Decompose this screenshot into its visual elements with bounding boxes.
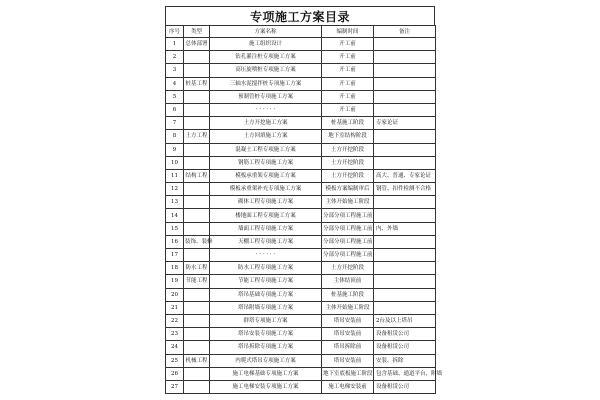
row-type: [184, 314, 210, 327]
row-note: [374, 196, 436, 209]
row-note: [374, 38, 436, 51]
row-number: 15: [166, 222, 184, 235]
row-note: 2台及以上塔吊: [374, 314, 436, 327]
row-plan-name: 混凝土工程专项施工方案: [210, 143, 322, 156]
row-note: [374, 64, 436, 77]
row-type: 结构工程: [184, 169, 210, 182]
row-type: [184, 196, 210, 209]
row-type: [184, 103, 210, 116]
row-note: 设备租赁公司: [374, 328, 436, 341]
table-row: [166, 51, 436, 64]
row-plan-name: 节能工程专项施工方案: [210, 275, 322, 288]
row-number: 18: [166, 262, 184, 275]
row-type: [184, 51, 210, 64]
row-time: 开工前: [322, 77, 374, 90]
row-type: [184, 90, 210, 103]
row-time: 分部分项工程施工前: [322, 209, 374, 222]
header-remarks: 备注: [374, 26, 436, 38]
row-plan-name: 砌体工程专项施工方案: [210, 196, 322, 209]
row-note: 专家论证: [374, 117, 436, 130]
table-row: [166, 275, 436, 288]
row-plan-name: 施工电梯基础专项施工方案: [210, 367, 322, 380]
row-time: 土方开挖阶段: [322, 262, 374, 275]
row-time: 主体结顶前: [322, 275, 374, 288]
row-time: 模板方案编制审后: [322, 183, 374, 196]
row-number: 19: [166, 275, 184, 288]
table-row: [166, 328, 436, 341]
row-number: 13: [166, 196, 184, 209]
row-plan-name: 天棚工程专项施工方案: [210, 235, 322, 248]
row-type: 总体部署: [184, 38, 210, 51]
row-plan-name: 施工组织设计: [210, 38, 322, 51]
header-prepare-time: 编制时间: [322, 26, 374, 38]
row-note: [374, 235, 436, 248]
row-plan-name: 防水工程专项施工方案: [210, 262, 322, 275]
table-row: [166, 117, 436, 130]
row-number: 9: [166, 143, 184, 156]
row-plan-name: 群塔专项施工方案: [210, 314, 322, 327]
row-plan-name: 楼地面工程专项施工方案: [210, 209, 322, 222]
table-row: [166, 354, 436, 367]
table-row: [166, 262, 436, 275]
row-note: [374, 249, 436, 262]
row-time: 分部分项工程施工前: [322, 249, 374, 262]
row-number: 23: [166, 328, 184, 341]
row-type: [184, 301, 210, 314]
row-plan-name: 高压旋喷桩专项施工方案: [210, 64, 322, 77]
table-row: [166, 249, 436, 262]
row-type: [184, 209, 210, 222]
row-plan-name: 塔吊基础专项施工方案: [210, 288, 322, 301]
row-number: 14: [166, 209, 184, 222]
row-time: 开工前: [322, 103, 374, 116]
row-number: 27: [166, 380, 184, 393]
row-type: [184, 328, 210, 341]
row-time: 开工前: [322, 64, 374, 77]
row-plan-name: 钻孔灌注桩专项施工方案: [210, 51, 322, 64]
row-note: [374, 275, 436, 288]
row-type: [184, 117, 210, 130]
catalog-sheet: [165, 6, 443, 394]
row-type: [184, 341, 210, 354]
row-note: [374, 156, 436, 169]
row-plan-name: · · · · · ·: [210, 249, 322, 262]
row-time: 施工电梯安装前: [322, 380, 374, 393]
row-number: 11: [166, 169, 184, 182]
row-note: [374, 301, 436, 314]
row-note: 高大、普通、专家论证: [374, 169, 436, 182]
row-plan-name: 土方回填施工方案: [210, 130, 322, 143]
row-type: [184, 222, 210, 235]
row-number: 21: [166, 301, 184, 314]
table-row: [166, 130, 436, 143]
row-type: [184, 64, 210, 77]
row-number: 5: [166, 90, 184, 103]
header-row: [166, 26, 436, 38]
table-row: [166, 143, 436, 156]
row-number: 10: [166, 156, 184, 169]
row-type: [184, 143, 210, 156]
row-plan-name: 预制管桩专项施工方案: [210, 90, 322, 103]
row-number: 17: [166, 249, 184, 262]
row-plan-name: 塔吊附墙专项施工方案: [210, 301, 322, 314]
table-row: [166, 169, 436, 182]
row-number: 1: [166, 38, 184, 51]
row-plan-name: 模板承重架专项施工方案: [210, 169, 322, 182]
row-note: [374, 51, 436, 64]
row-number: 8: [166, 130, 184, 143]
row-plan-name: 模板承重架补充专项施工方案: [210, 183, 322, 196]
row-plan-name: 施工电梯安装专项施工方案: [210, 380, 322, 393]
row-time: 塔吊拆除前: [322, 341, 374, 354]
row-time: 开工前: [322, 90, 374, 103]
table-row: [166, 156, 436, 169]
row-type: [184, 288, 210, 301]
table-row: [166, 301, 436, 314]
row-note: 包含基础、通道平台、附墙: [374, 367, 436, 380]
plan-table: [165, 25, 443, 394]
row-time: 主体开始施工阶段: [322, 196, 374, 209]
row-time: 开工前: [322, 51, 374, 64]
row-number: 6: [166, 103, 184, 116]
row-number: 7: [166, 117, 184, 130]
row-number: 16: [166, 235, 184, 248]
row-note: [374, 209, 436, 222]
row-plan-name: 塔吊拆除专项施工方案: [210, 341, 322, 354]
row-number: 3: [166, 64, 184, 77]
row-note: [374, 143, 436, 156]
row-plan-name: · · · · · ·: [210, 103, 322, 116]
row-time: 土方开挖阶段: [322, 143, 374, 156]
row-type: 节能工程: [184, 275, 210, 288]
row-number: 12: [166, 183, 184, 196]
row-type: 防水工程: [184, 262, 210, 275]
row-note: 安装、拆除: [374, 354, 436, 367]
row-number: 24: [166, 341, 184, 354]
row-number: 4: [166, 77, 184, 90]
table-row: [166, 235, 436, 248]
row-type: 装饰、装修: [184, 235, 210, 248]
document-title: 专项施工方案目录: [165, 6, 435, 25]
row-plan-name: 钢筋工程专项施工方案: [210, 156, 322, 169]
table-row: [166, 367, 436, 380]
row-note: 设备租赁公司: [374, 380, 436, 393]
table-row: [166, 341, 436, 354]
row-type: 桩基工程: [184, 77, 210, 90]
row-number: 22: [166, 314, 184, 327]
row-time: 桩基施工阶段: [322, 288, 374, 301]
row-time: 塔吊安装前: [322, 354, 374, 367]
row-time: 塔吊安装前: [322, 328, 374, 341]
row-note: [374, 262, 436, 275]
table-row: [166, 314, 436, 327]
row-time: 地下室结构阶段: [322, 130, 374, 143]
row-plan-name: 墙面工程专项施工方案: [210, 222, 322, 235]
row-number: 25: [166, 354, 184, 367]
row-type: [184, 367, 210, 380]
header-plan-name: 方案名称: [210, 26, 322, 38]
table-row: [166, 64, 436, 77]
row-note: [374, 103, 436, 116]
row-time: 开工前: [322, 38, 374, 51]
row-time: 桩基施工阶段: [322, 117, 374, 130]
row-type: [184, 380, 210, 393]
row-time: 塔吊安装前: [322, 314, 374, 327]
row-plan-name: 内爬式塔吊专项施工方案: [210, 354, 322, 367]
row-note: 钢管、扣件检测不合格: [374, 183, 436, 196]
row-note: [374, 90, 436, 103]
row-note: 内、外墙: [374, 222, 436, 235]
header-number: 序号: [166, 26, 184, 38]
row-plan-name: 塔吊安装专项施工方案: [210, 328, 322, 341]
table-row: [166, 183, 436, 196]
row-number: 26: [166, 367, 184, 380]
row-time: 地下室底板施工阶段: [322, 367, 374, 380]
table-row: [166, 209, 436, 222]
row-time: 土方开挖阶段: [322, 156, 374, 169]
row-time: 主体开始施工阶段: [322, 301, 374, 314]
row-time: 土方开挖阶段: [322, 169, 374, 182]
table-row: [166, 103, 436, 116]
table-row: [166, 38, 436, 51]
row-number: 20: [166, 288, 184, 301]
row-type: 机械工程: [184, 354, 210, 367]
row-time: 分部分项工程施工前: [322, 222, 374, 235]
row-note: [374, 288, 436, 301]
row-note: [374, 130, 436, 143]
table-row: [166, 90, 436, 103]
table-row: [166, 222, 436, 235]
row-number: 2: [166, 51, 184, 64]
row-type: [184, 156, 210, 169]
row-type: [184, 249, 210, 262]
row-plan-name: 三轴水泥搅拌桩专项施工方案: [210, 77, 322, 90]
table-row: [166, 77, 436, 90]
row-type: [184, 183, 210, 196]
header-type: 类型: [184, 26, 210, 38]
table-row: [166, 380, 436, 393]
row-note: [374, 77, 436, 90]
row-note: 设备租赁公司: [374, 341, 436, 354]
row-time: 分部分项工程施工前: [322, 235, 374, 248]
row-type: 土方工程: [184, 130, 210, 143]
row-plan-name: 土方开挖施工方案: [210, 117, 322, 130]
table-row: [166, 196, 436, 209]
table-row: [166, 288, 436, 301]
